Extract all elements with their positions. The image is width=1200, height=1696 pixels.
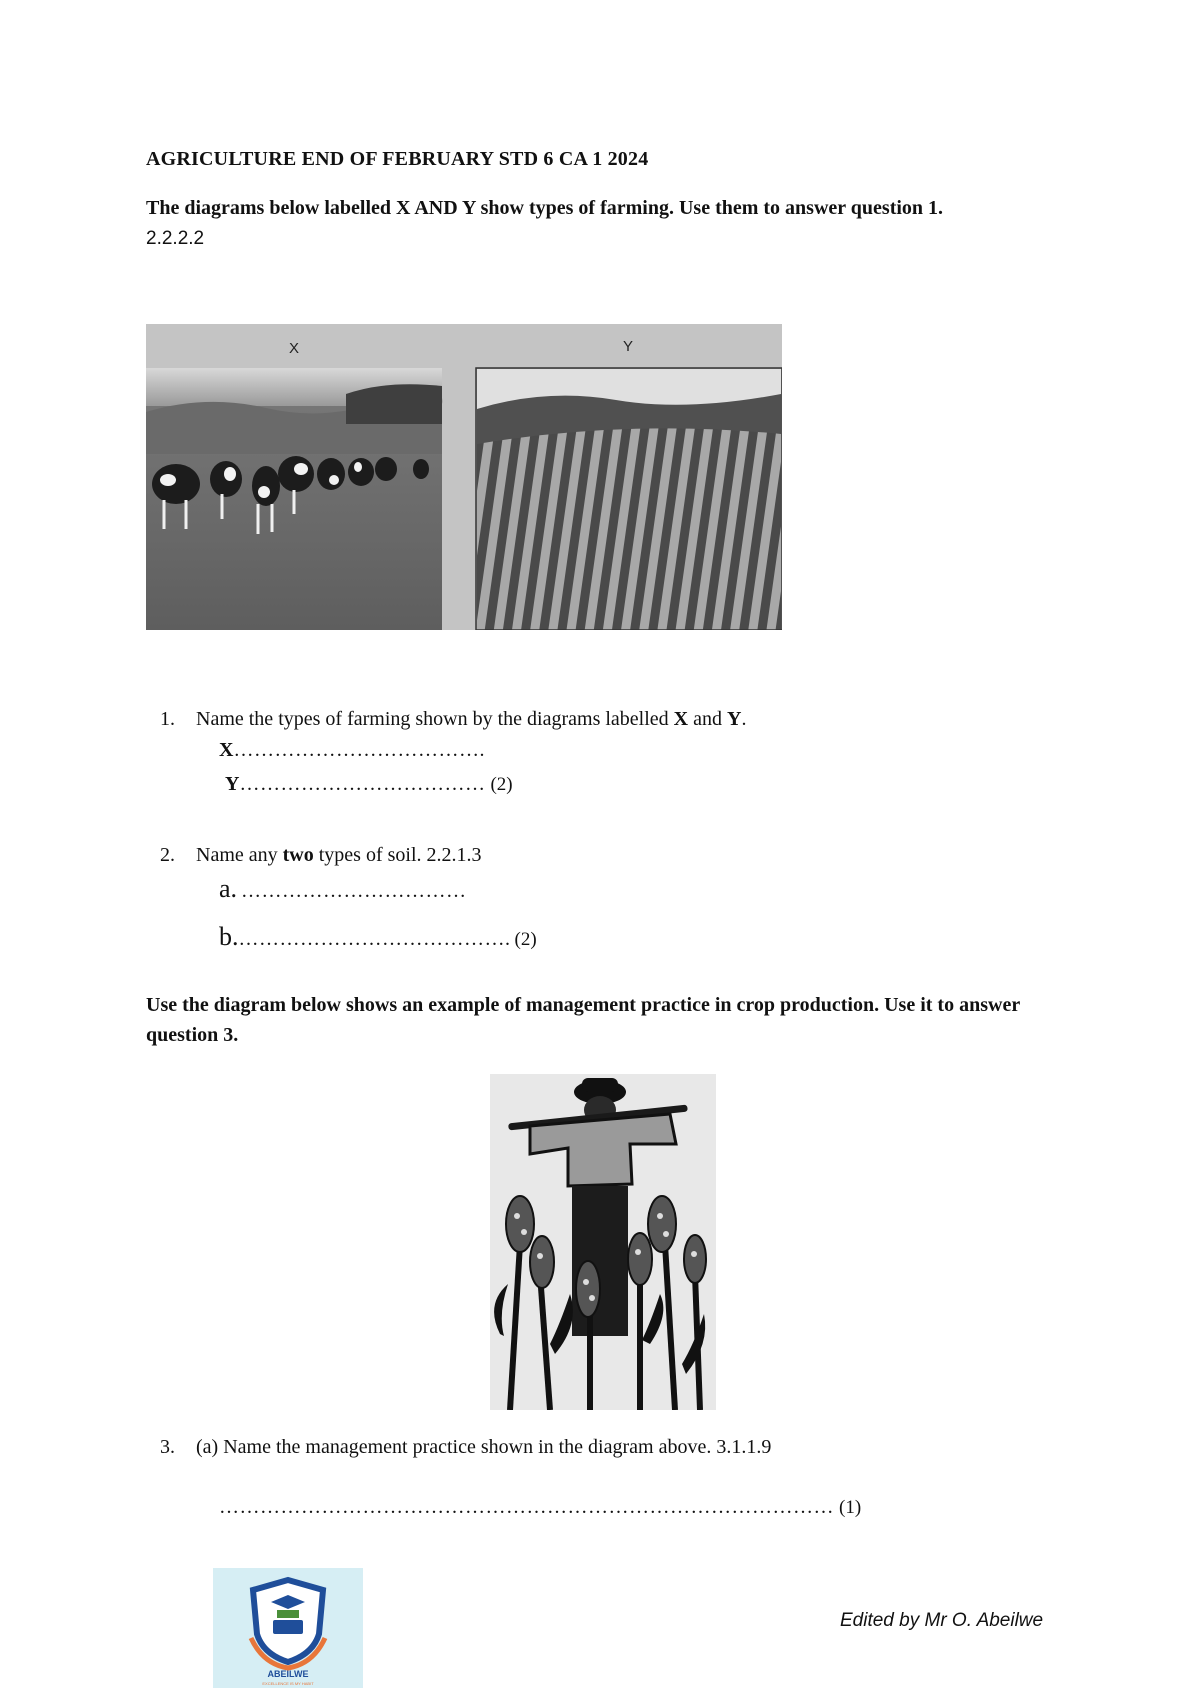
question-2-marks: (2) (514, 929, 537, 950)
question-3-number: 3. (160, 1436, 175, 1458)
label-x: X (288, 340, 300, 357)
question-2-bold: two (282, 844, 314, 866)
section1-code: 2.2.2.2 (146, 228, 205, 249)
answer-y-label: Y (225, 773, 240, 795)
section2-instructions: Use the diagram below shows an example of management practice in crop production. Use it to answer question 3. (146, 994, 1020, 1046)
answer-b-dots: …………………………………. (238, 928, 511, 950)
page-title: AGRICULTURE END OF FEBRUARY STD 6 CA 1 2024 (146, 148, 649, 170)
answer-b-label: b. (219, 922, 239, 951)
question-2-number: 2. (160, 844, 175, 866)
answer-line-x[interactable] (219, 739, 485, 762)
question-1-text: Name the types of farming shown by the diagrams labelled (196, 708, 674, 730)
answer-line-b[interactable] (219, 922, 537, 952)
logo-tagline: EXCELLENCE IS MY HABIT (262, 1681, 314, 1686)
question-1-number: 1. (160, 708, 175, 730)
answer-line-y[interactable] (225, 773, 513, 796)
farming-types-figure (146, 324, 782, 630)
logo-shield-icon (213, 1568, 363, 1688)
question-1-marks: (2) (490, 774, 513, 795)
question-1 (146, 708, 746, 731)
question-3 (146, 1436, 771, 1459)
question-1-y: Y (727, 708, 742, 730)
label-y: Y (622, 338, 634, 355)
answer-line-a[interactable] (219, 874, 467, 904)
answer-x-dots: ………………………………. (233, 739, 485, 761)
question-1-and: and (688, 708, 727, 730)
question-2-text: Name any (196, 844, 283, 866)
scarecrow-illustration (490, 1074, 716, 1410)
question-3-marks: (1) (839, 1497, 862, 1518)
question-1-period: . (741, 708, 747, 730)
panel-y-crop-field (476, 368, 782, 630)
farming-types-illustration (146, 324, 782, 630)
answer-a-dots: …………………………… (241, 880, 467, 902)
logo-name: ABEILWE (267, 1669, 309, 1679)
school-logo (213, 1568, 363, 1688)
question-1-x: X (673, 708, 689, 730)
question-2-text-after: types of soil. 2.2.1.3 (313, 844, 482, 866)
answer-3a-dots: ……………………………………………………………………………… (219, 1496, 834, 1518)
answer-y-dots: ……………………………… (239, 773, 486, 795)
scarecrow-figure (490, 1074, 716, 1410)
editor-credit: Edited by Mr O. Abeilwe (840, 1610, 1044, 1631)
panel-x-pasture (146, 368, 442, 630)
section1-instructions: The diagrams below labelled X AND Y show types of farming. Use them to answer question 1. (146, 197, 944, 219)
answer-a-label: a. (219, 874, 238, 903)
question-2 (146, 844, 482, 867)
question-3-text: (a) Name the management practice shown in the diagram above. 3.1.1.9 (196, 1436, 772, 1458)
answer-line-3a[interactable] (219, 1496, 861, 1519)
answer-x-label: X (219, 739, 234, 761)
